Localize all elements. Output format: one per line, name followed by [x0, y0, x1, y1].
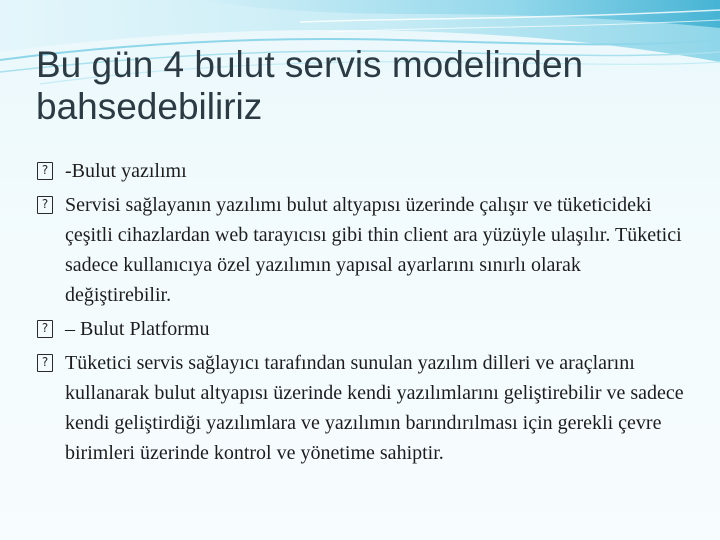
list-item-text: -Bulut yazılımı	[65, 160, 187, 182]
list-item-text: Servisi sağlayanın yazılımı bulut altyapısı üzerinde çalışır ve tüketicideki çeşitli cihazlardan web tarayıcısı gibi thin client ara yüzüyle ulaşılır. Tüketici sadece kullanıcıya özel yazılımın yapısal ayarlarını sınırlı olarak değiştirebilir.	[65, 194, 682, 306]
list-item	[36, 190, 686, 310]
replacement-glyph-icon: ?	[37, 354, 53, 372]
replacement-glyph-icon: ?	[37, 320, 53, 338]
slide-title: Bu gün 4 bulut servis modelinden bahsedebiliriz	[36, 44, 584, 127]
list-item	[36, 314, 686, 344]
list-item	[36, 348, 686, 468]
replacement-glyph-icon: ?	[37, 162, 53, 180]
bullet-list	[36, 156, 686, 472]
replacement-glyph-icon: ?	[37, 196, 53, 214]
list-item	[36, 156, 686, 186]
list-item-text: Tüketici servis sağlayıcı tarafından sunulan yazılım dilleri ve araçlarını kullanarak bulut altyapısı üzerinde kendi yazılımlarını geliştirebilir ve sadece kendi geliştirdiği yazılımlara ve yazılımın barındırılması için gerekli çevre birimleri üzerinde kontrol ve yönetime sahiptir.	[65, 352, 684, 464]
list-item-text: – Bulut Platformu	[65, 318, 210, 340]
